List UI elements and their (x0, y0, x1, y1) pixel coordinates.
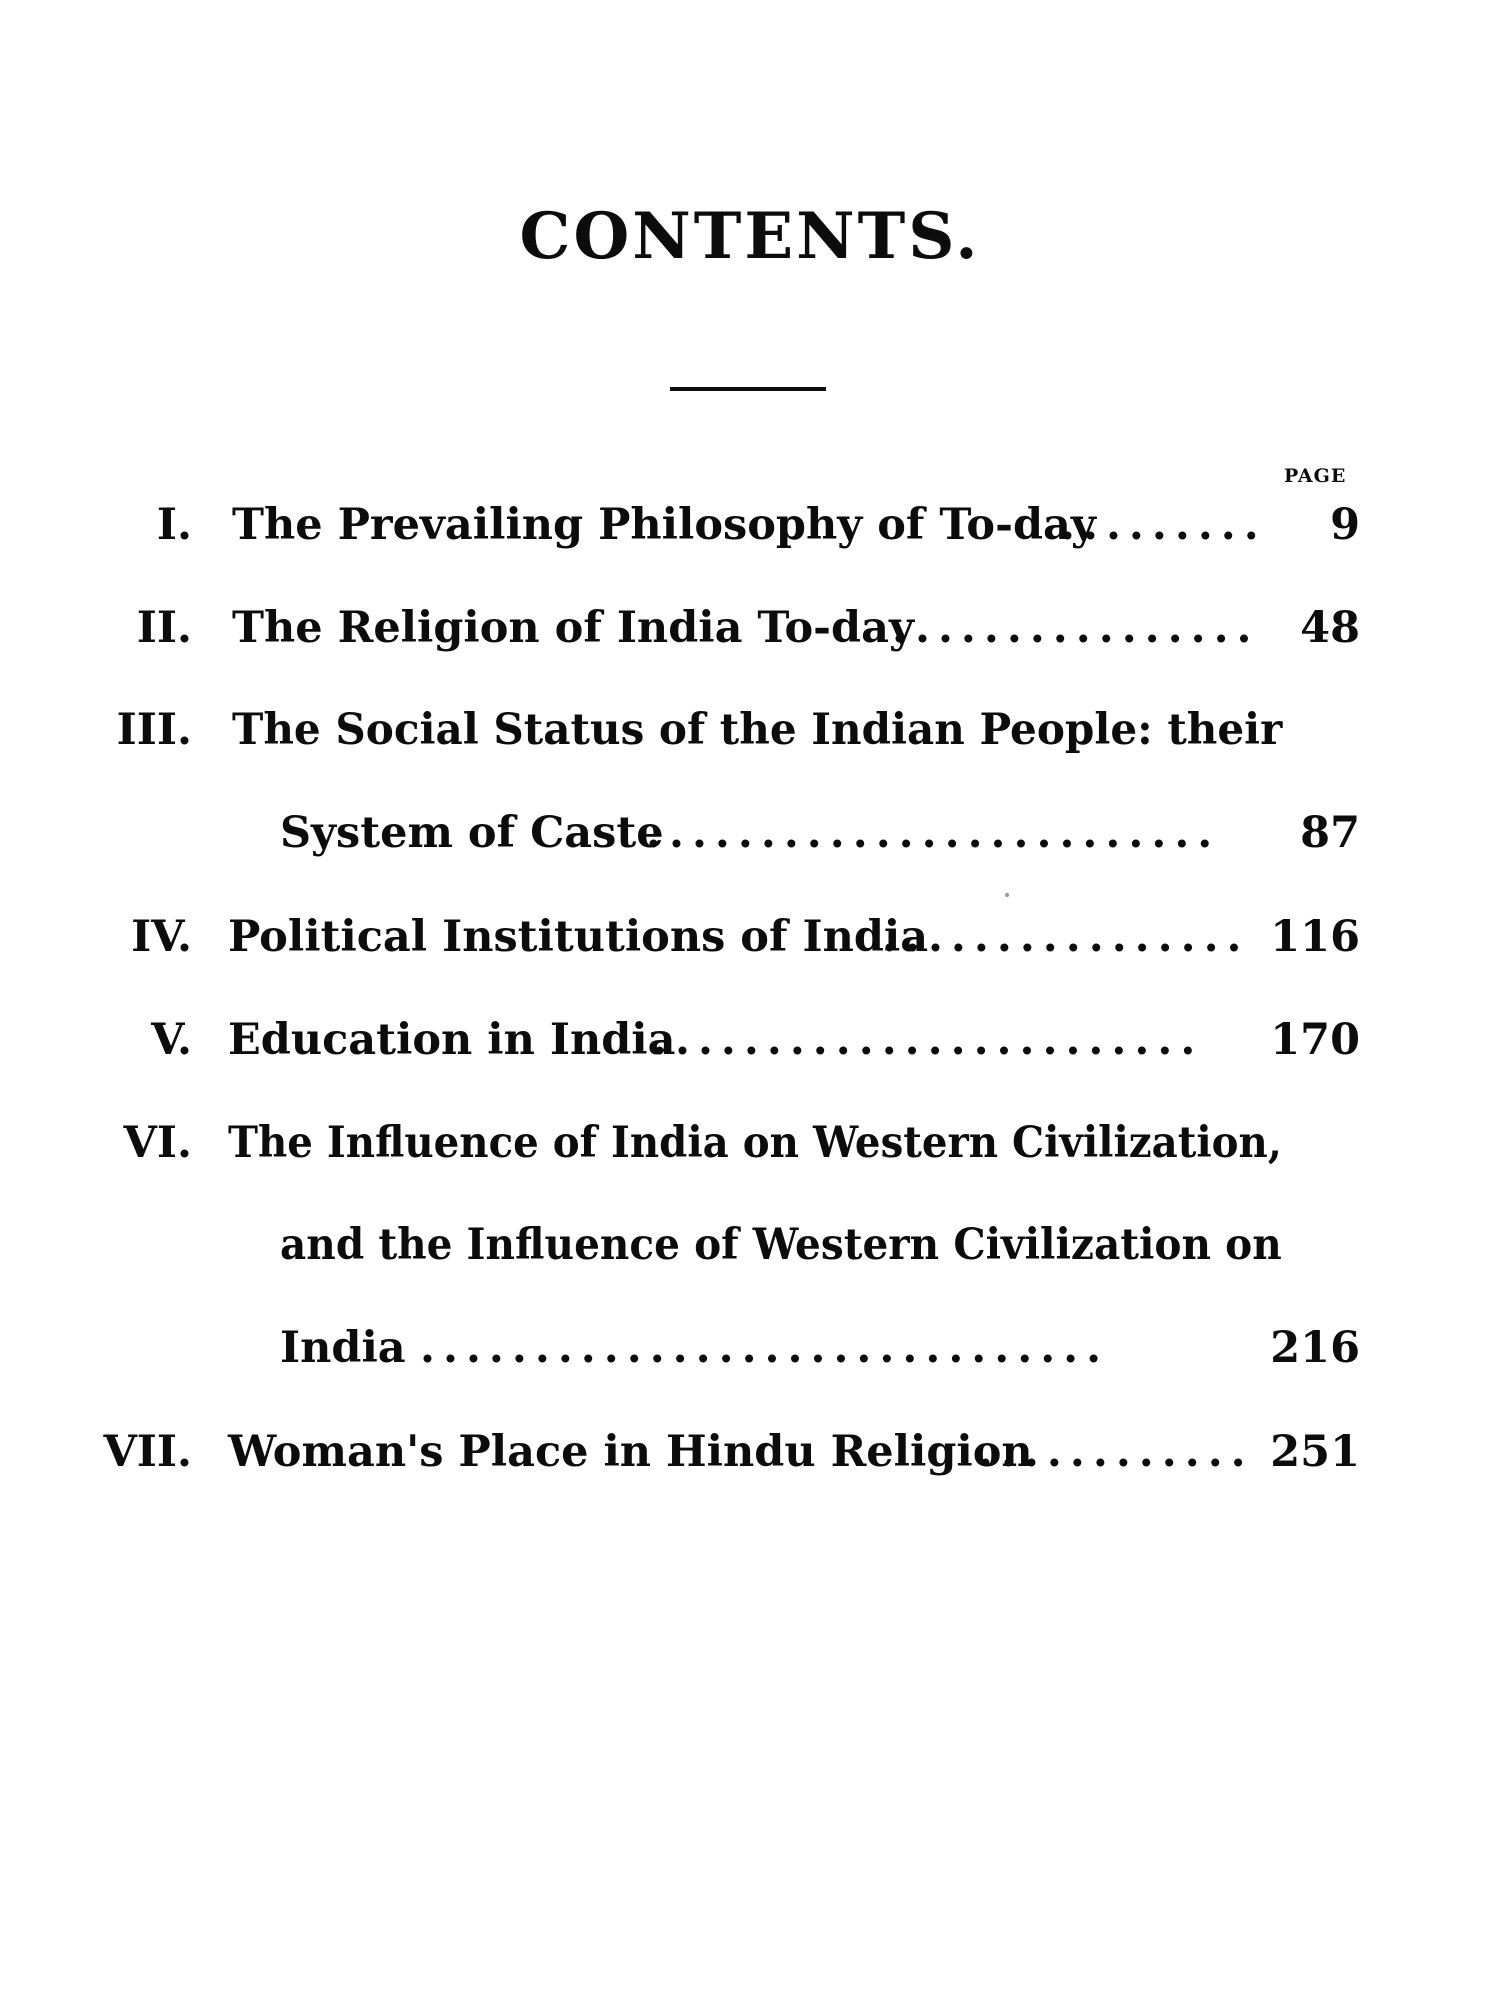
chapter-title-continued: System of Caste (280, 808, 664, 858)
chapter-title: The Religion of India To-day (232, 603, 914, 653)
toc-entry (0, 700, 1500, 760)
dot-leader: ......................... (646, 808, 1221, 858)
chapter-title: Political Institutions of India (228, 912, 929, 962)
chapter-numeral: II. (136, 603, 192, 653)
dot-leader: ................ (892, 603, 1260, 653)
chapter-title: Woman's Place in Hindu Religion (228, 1427, 1033, 1477)
chapter-numeral: VI. (123, 1118, 192, 1168)
chapter-numeral: VII. (103, 1427, 192, 1477)
page-column-heading: PAGE (1284, 465, 1347, 487)
chapter-title: The Social Status of the Indian People: their (232, 705, 1283, 755)
dot-leader: ......... (1060, 500, 1267, 550)
dot-leader: ............ (978, 1427, 1254, 1477)
chapter-numeral: I. (156, 500, 192, 550)
chapter-title-continued: India (280, 1323, 406, 1373)
chapter-numeral: V. (151, 1015, 192, 1065)
print-speck (1005, 893, 1009, 897)
toc-entry-continuation: India .............................. 216 (0, 1318, 1500, 1378)
toc-entry-continuation: System of Caste ......................... 87 (0, 803, 1500, 863)
chapter-numeral: III. (116, 705, 192, 755)
toc-entry: I. The Prevailing Philosophy of To-day ......... 9 (0, 495, 1500, 555)
dot-leader: ................ (882, 912, 1250, 962)
dot-leader: ........................ (652, 1015, 1204, 1065)
chapter-title: The Prevailing Philosophy of To-day (232, 500, 1096, 550)
toc-entry: IV. Political Institutions of India ................ 116 (0, 907, 1500, 967)
toc-entry-continuation (0, 1215, 1500, 1275)
toc-entry: VII. Woman's Place in Hindu Religion ............ 251 (0, 1422, 1500, 1482)
chapter-title: The Influence of India on Western Civilization, (228, 1118, 1282, 1168)
dot-leader: .............................. (420, 1323, 1110, 1373)
toc-entry: V. Education in India ........................ 170 (0, 1010, 1500, 1070)
toc-entry: II. The Religion of India To-day ................ 48 (0, 598, 1500, 658)
chapter-title-continued: and the Influence of Western Civilization on (280, 1220, 1282, 1270)
toc-entry (0, 1113, 1500, 1173)
chapter-title: Education in India (228, 1015, 676, 1065)
chapter-numeral: IV. (131, 912, 192, 962)
page-title: CONTENTS. (519, 199, 981, 274)
